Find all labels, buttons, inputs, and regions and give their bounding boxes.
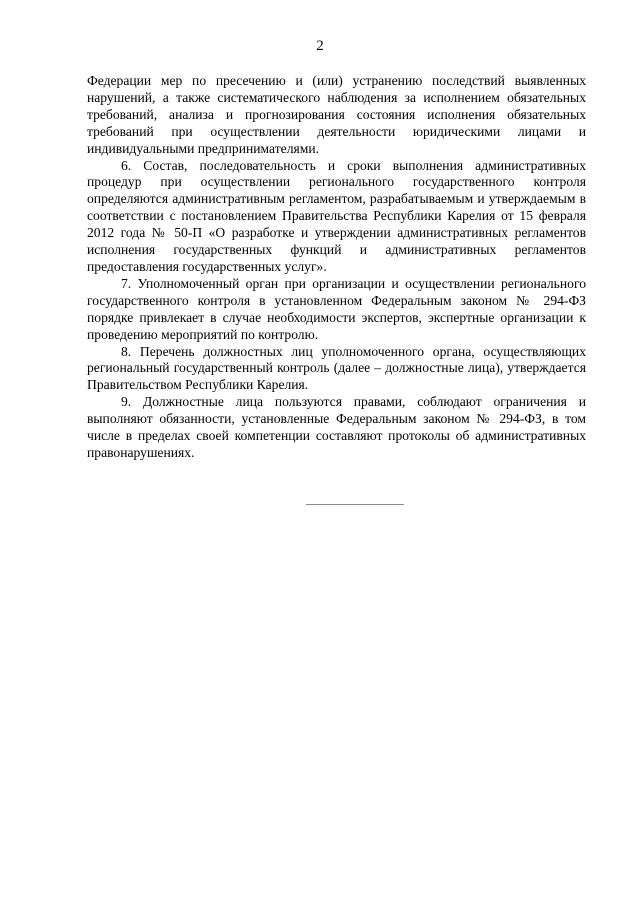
document-body [87,73,586,462]
page-number: 2 [316,38,324,54]
end-separator-line [306,504,404,505]
paragraph-continuation: Федерации мер по пресечению и (или) устранению последствий выявленных нарушений, а также систематического наблюдения за исполнением обязательных требований, анализа и прогнозирования состояния исполнения обязательных требований при осуществлении деятельности юридическими лицами и индивидуальными предпринимателями. [87,73,586,156]
paragraph-item-9: 9. Должностные лица пользуются правами, соблюдают ограничения и выполняют обязанности, установленные Федеральным законом № 294-ФЗ, в том числе в пределах своей компетенции составляют протоколы об административных правонарушениях. [87,394,586,460]
paragraph-item-7: 7. Уполномоченный орган при организации и осуществлении регионального государственного контроля в установленном Федеральным законом № 294-ФЗ порядке привлекает в случае необходимости экспертов, экспертные организации к проведению мероприятий по контролю. [87,275,586,342]
paragraph-item-6: 6. Состав, последовательность и сроки выполнения административных процедур при осуществлении регионального государственного контроля определяются административным регламентом, разрабатываемым и утверждаемым в соответствии с постановлением Правительства Республики Карелия от 15 февраля 2012 года № 50-П «О разработке и утверждении административных регламентов исполнения государственных функций и административных регламентов предоставления государственных услуг». [87,157,586,274]
paragraph-item-8: 8. Перечень должностных лиц уполномоченного органа, осуществляющих региональный государственный контроль (далее – должностные лица), утверждается Правительством Республики Карелия. [87,343,586,393]
